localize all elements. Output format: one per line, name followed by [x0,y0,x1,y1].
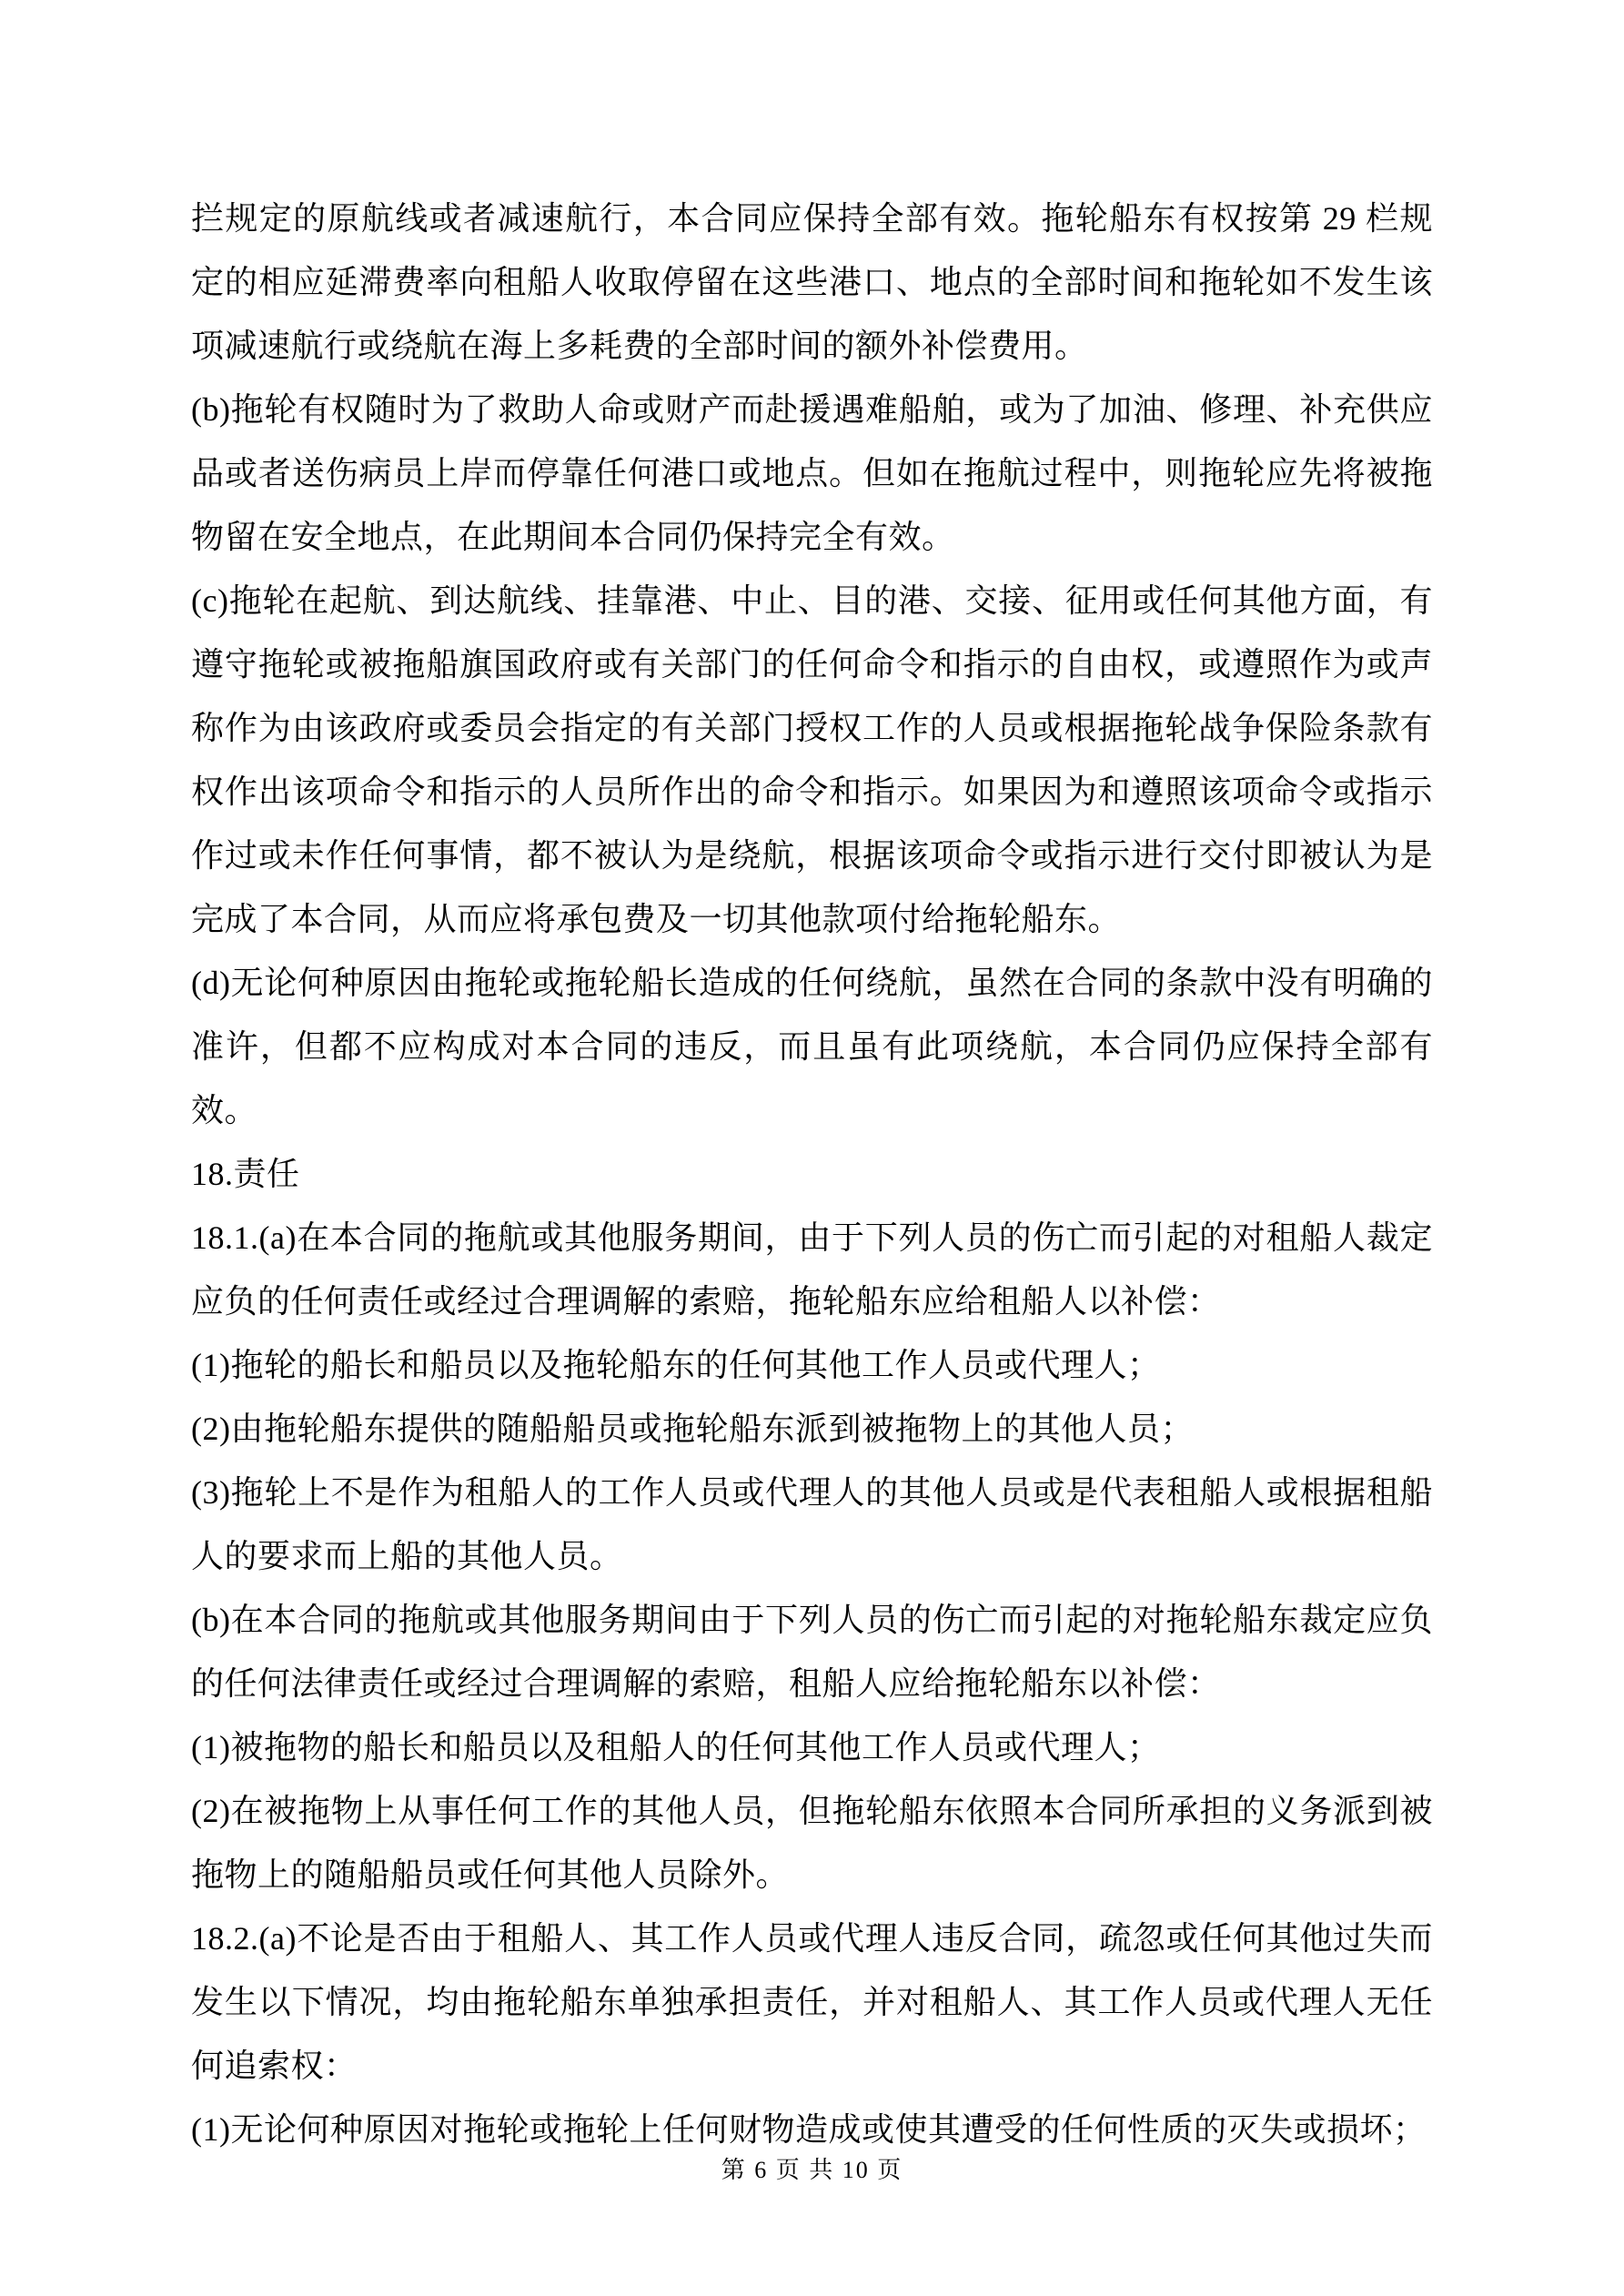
clause-18-2-a-item-1: (1)无论何种原因对拖轮或拖轮上任何财物造成或使其遭受的任何性质的灭失或损坏； [191,2111,1427,2148]
clause-18-1-a: 18.1.(a)在本合同的拖航或其他服务期间，由于下列人员的伤亡而引起的对租船人裁定应负的任何责任或经过合理调解的索赔，拖轮船东应给租船人以补偿： [191,1219,1433,1320]
clause-17-c: (c)拖轮在起航、到达航线、挂靠港、中止、目的港、交接、征用或任何其他方面，有遵守拖轮或被拖船旗国政府或有关部门的任何命令和指示的自由权，或遵照作为或声称作为由该政府或委员会指定的有关部门授权工作的人员或根据拖轮战争保险条款有权作出该项命令和指示的人员所作出的命令和指示。如果因为和遵照该项命令或指示作过或未作任何事情，都不被认为是绕航，根据该项命令或指示进行交付即被认为是完成了本合同，从而应将承包费及一切其他款项付给拖轮船东。 [191,582,1433,937]
clause-18-1-b: (b)在本合同的拖航或其他服务期间由于下列人员的伤亡而引起的对拖轮船东裁定应负的任何法律责任或经过合理调解的索赔，租船人应给拖轮船东以补偿： [191,1602,1433,1702]
clause-18-1-a-item-2: (2)由拖轮船东提供的随船船员或拖轮船东派到被拖物上的其他人员； [191,1411,1194,1447]
clause-18-2-a: 18.2.(a)不论是否由于租船人、其工作人员或代理人违反合同，疏忽或任何其他过失而发生以下情况，均由拖轮船东单独承担责任，并对租船人、其工作人员或代理人无任何追索权： [191,1920,1433,2084]
clause-18-1-a-item-3: (3)拖轮上不是作为租船人的工作人员或代理人的其他人员或是代表租船人或根据租船人的要求而上船的其他人员。 [191,1474,1433,1574]
clause-17-d: (d)无论何种原因由拖轮或拖轮船长造成的任何绕航，虽然在合同的条款中没有明确的准许，但都不应构成对本合同的违反，而且虽有此项绕航，本合同仍应保持全部有效。 [191,965,1433,1128]
document-body [191,187,1433,2161]
clause-17-b: (b)拖轮有权随时为了救助人命或财产而赴援遇难船舶，或为了加油、修理、补充供应品或者送伤病员上岸而停靠任何港口或地点。但如在拖航过程中，则拖轮应先将被拖物留在安全地点，在此期间本合同仍保持完全有效。 [191,391,1433,555]
clause-17-continuation: 拦规定的原航线或者减速航行，本合同应保持全部有效。拖轮船东有权按第 29 栏规定的相应延滞费率向租船人收取停留在这些港口、地点的全部时间和拖轮如不发生该项减速航行或绕航在海上多耗费的全部时间的额外补偿费用。 [191,200,1433,364]
page-number: 第 6 页 共 10 页 [721,2157,903,2183]
clause-18-heading: 18.责任 [191,1156,300,1192]
clause-18-1-a-item-1: (1)拖轮的船长和船员以及拖轮船东的任何其他工作人员或代理人； [191,1347,1161,1383]
clause-18-1-b-item-2: (2)在被拖物上从事任何工作的其他人员，但拖轮船东依照本合同所承担的义务派到被拖物上的随船船员或任何其他人员除外。 [191,1793,1433,1893]
clause-18-1-b-item-1: (1)被拖物的船长和船员以及租船人的任何其他工作人员或代理人； [191,1729,1161,1765]
